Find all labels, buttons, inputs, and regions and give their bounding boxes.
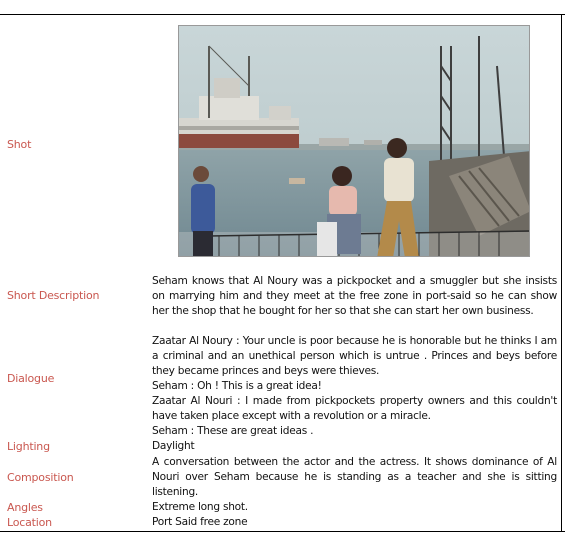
label-shot: Shot	[7, 138, 32, 151]
dialogue-block	[152, 334, 557, 439]
label-short-description: Short Description	[7, 289, 100, 302]
table-right-border	[561, 14, 562, 532]
label-lighting: Lighting	[7, 440, 50, 453]
lighting-value: Daylight	[152, 440, 195, 452]
angles-value: Extreme long shot.	[152, 501, 248, 513]
composition-text: A conversation between the actor and the actress. It shows dominance of Al Nouri over Seham because he is standing as a teacher and she is sitting listening.	[152, 456, 557, 498]
table-top-border	[0, 14, 565, 15]
label-composition: Composition	[7, 471, 74, 484]
label-dialogue: Dialogue	[7, 372, 55, 385]
label-location: Location	[7, 516, 52, 529]
dialogue-line: Zaatar Al Nouri : I made from pickpockets property owners and this couldn't have taken place except with a revolution or a miracle.	[152, 395, 557, 422]
dialogue-line: Seham : Oh ! This is a great idea!	[152, 380, 322, 392]
location-value: Port Said free zone	[152, 516, 248, 528]
dialogue-line: Seham : These are great ideas .	[152, 425, 314, 437]
shot-photo	[178, 25, 530, 257]
table-bottom-border	[0, 531, 565, 532]
short-description-text: Seham knows that Al Noury was a pickpocket and a smuggler but she insists on marrying him and they meet at the free zone in port-said so he can show her the shop that he bought for her so that she can start her own business.	[152, 275, 557, 317]
label-angles: Angles	[7, 501, 43, 514]
dialogue-line: Zaatar Al Noury : Your uncle is poor because he is honorable but he thinks I am a criminal and an unethical person which is untrue . Princes and beys before they became princes and beys were thieves.	[152, 335, 557, 377]
